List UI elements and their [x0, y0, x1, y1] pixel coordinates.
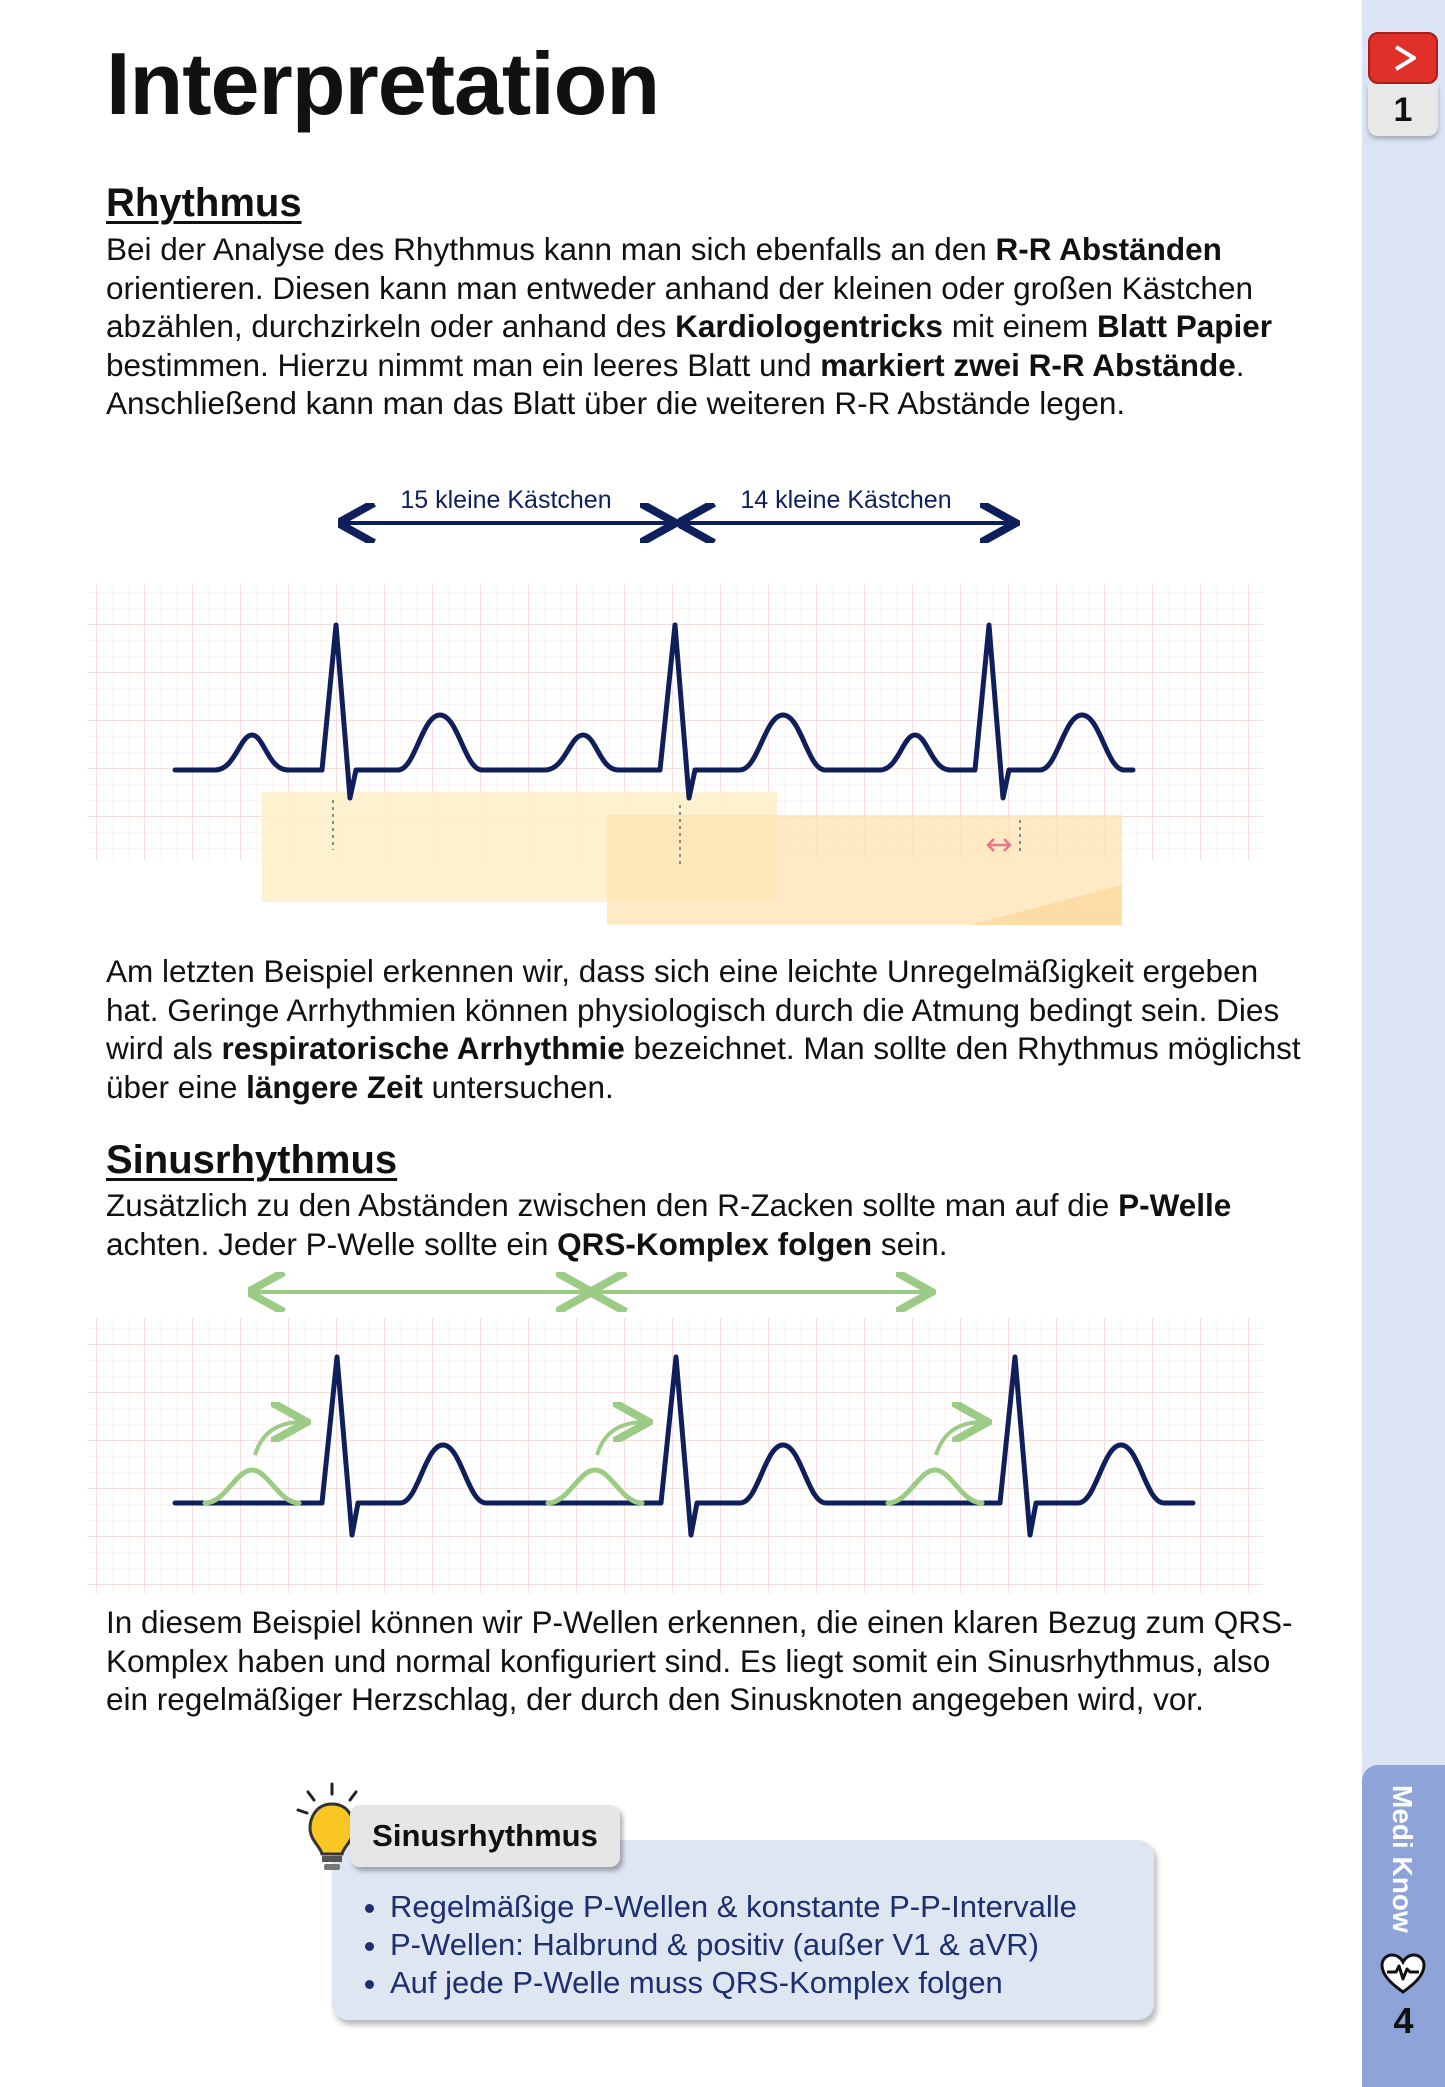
tip-item: • Auf jede P-Welle muss QRS-Komplex folgen: [390, 1964, 1077, 2002]
text-run: . Anschließend kann man das Blatt über die weiteren R-R Abstände legen.: [106, 346, 1245, 422]
tip-list: [352, 1888, 1077, 2002]
bold-text: P-Welle: [1118, 1187, 1232, 1223]
text-run: achten. Jeder P-Welle sollte ein: [106, 1225, 558, 1262]
text-run: orientieren. Diesen kann man entweder anhand der kleinen oder großen Kästchen abzählen, durchzirkeln oder anhand des: [106, 269, 1253, 345]
text-run: mit einem: [942, 308, 1097, 345]
text-run: bestimmen. Hierzu nimmt man ein leeres Blatt und: [106, 346, 821, 383]
section-heading-rhythmus: Rhythmus: [106, 181, 302, 225]
text-run: In diesem Beispiel können wir P-Wellen erkennen, die einen klaren Bezug zum QRS-Komplex haben und normal konfiguriert sind. Es liegt somit ein Sinusrhythmus, also ein regelmäßiger Herzschlag, der durch den Sinusknoten angegeben wird, vor.: [106, 1604, 1293, 1718]
text-run: untersuchen.: [422, 1068, 614, 1105]
tip-item: • Regelmäßige P-Wellen & konstante P-P-Intervalle: [390, 1888, 1077, 1926]
video-badge[interactable]: [1366, 30, 1441, 138]
brand-name: Medi Know: [1387, 1785, 1418, 1933]
rr-label-left: 15 kleine Kästchen: [400, 486, 612, 514]
text-run: Zusätzlich zu den Abständen zwischen den R-Zacken sollte man auf die: [106, 1187, 1119, 1223]
heart-pulse-icon: [1379, 1952, 1427, 1996]
bold-text: QRS-Komplex folgen: [557, 1225, 873, 1262]
video-count: 1: [1368, 84, 1438, 136]
page-title: Interpretation: [106, 34, 660, 133]
youtube-play-icon[interactable]: [1368, 32, 1438, 84]
bold-text: R-R Abständen: [995, 231, 1222, 267]
tip-item: • P-Wellen: Halbrund & positiv (außer V1 & aVR): [390, 1926, 1077, 1964]
text-run: bezeichnet. Man sollte den Rhythmus möglichst über eine: [106, 1030, 1301, 1105]
tip-label: Sinusrhythmus: [350, 1805, 620, 1867]
bold-text: Kardiologentricks: [675, 308, 943, 345]
bold-text: markiert zwei R-R Abstände: [820, 346, 1236, 383]
bold-text: Blatt Papier: [1097, 308, 1273, 345]
rr-label-right: 14 kleine Kästchen: [740, 486, 952, 514]
page-number: 4: [1393, 2000, 1414, 2041]
text-run: Am letzten Beispiel erkennen wir, dass sich eine leichte Unregelmäßigkeit ergeben hat. Geringe Arrhythmien können physiologisch durch die Atmung bedingt sein. Dies wird als: [106, 953, 1280, 1067]
sinusrhythmus-paragraph-2: [106, 1603, 1306, 1719]
section-heading-sinusrhythmus: Sinusrhythmus: [106, 1138, 398, 1182]
text-run: sein.: [872, 1225, 948, 1262]
text-run: Bei der Analyse des Rhythmus kann man sich ebenfalls an den: [106, 231, 996, 267]
bold-text: respiratorische Arrhythmie: [221, 1030, 625, 1067]
bold-text: längere Zeit: [246, 1068, 423, 1105]
